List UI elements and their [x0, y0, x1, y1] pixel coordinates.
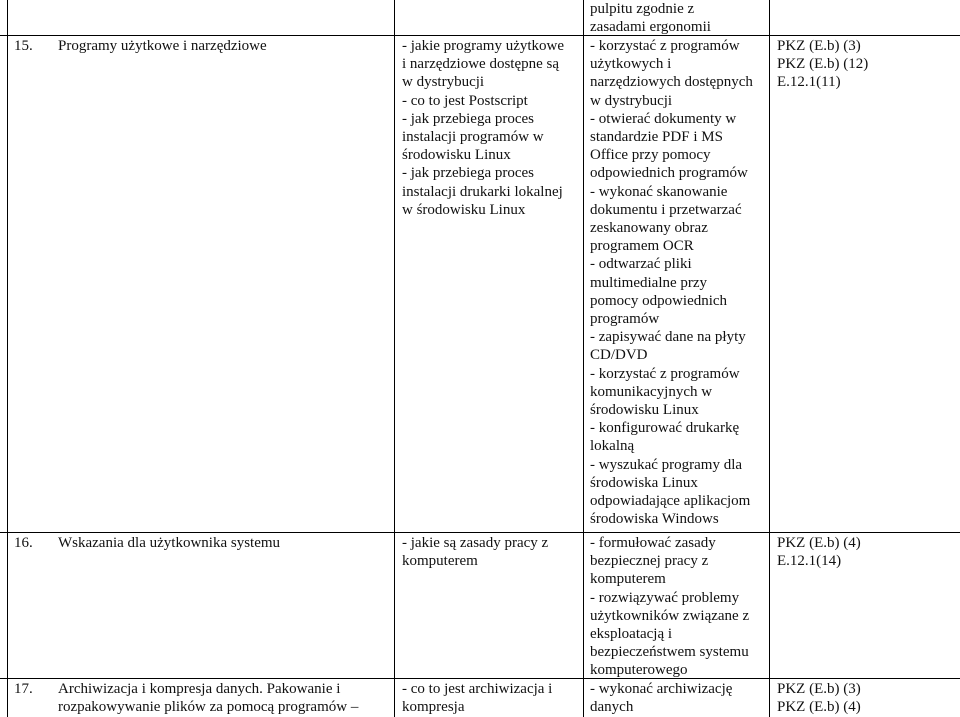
- cell-line: bezpieczeństwem systemu: [590, 644, 749, 661]
- cell-line: - jakie są zasady pracy z: [402, 535, 549, 551]
- table-row-15-skills: [590, 37, 753, 528]
- table-row-15-knowledge: [402, 37, 564, 219]
- cell-line: E.12.1(11): [777, 74, 841, 91]
- cell-line: - wykonać skanowanie: [590, 183, 728, 200]
- cell-line: - jakie programy użytkowe: [402, 38, 565, 54]
- cell-line: pomocy odpowiednich: [590, 292, 728, 309]
- table-column-divider: [583, 0, 584, 717]
- cell-line: komputerowego: [590, 662, 688, 679]
- cell-line: danych: [590, 699, 634, 716]
- topic-line: rozpakowywanie plików za pomocą programów –: [58, 699, 359, 716]
- cell-line: - formułować zasady: [590, 535, 716, 551]
- table-row-divider: [0, 35, 960, 36]
- cell-line: - zapisywać dane na płyty: [590, 329, 746, 346]
- topic-line: Archiwizacja i kompresja danych. Pakowanie i: [58, 681, 341, 697]
- cell-line: w dystrybucji: [590, 92, 673, 109]
- cell-line: środowisku Linux: [402, 147, 511, 164]
- cell-line: zeskanowany obraz: [590, 220, 708, 237]
- cell-line: - co to jest archiwizacja i: [402, 681, 553, 697]
- cell-line: komunikacyjnych w: [590, 383, 713, 400]
- cell-line: PKZ (E.b) (12): [777, 56, 869, 73]
- cell-line: - rozwiązywać problemy: [590, 589, 740, 606]
- cell-line: E.12.1(14): [777, 553, 842, 570]
- cell-line: PKZ (E.b) (4): [777, 535, 861, 551]
- cell-line: użytkowników związane z: [590, 607, 750, 624]
- table-row-15-refs: [777, 37, 868, 92]
- table-cell-continuation: [590, 0, 711, 36]
- cell-line: środowiska Windows: [590, 511, 719, 528]
- table-row-17-topic: [14, 680, 358, 716]
- cell-line: PKZ (E.b) (3): [777, 38, 861, 54]
- cell-line: zasadami ergonomii: [590, 19, 711, 36]
- row-number: 16.: [14, 535, 33, 551]
- cell-line: standardzie PDF i MS: [590, 129, 723, 146]
- cell-line: pulpitu zgodnie z: [590, 1, 695, 17]
- cell-line: środowisku Linux: [590, 402, 699, 419]
- cell-line: - wyszukać programy dla: [590, 456, 743, 473]
- cell-line: i narzędziowe dostępne są: [402, 56, 560, 73]
- cell-line: środowiska Linux: [590, 474, 698, 491]
- cell-line: w środowisku Linux: [402, 201, 526, 218]
- cell-line: dokumentu i przetwarzać: [590, 201, 742, 218]
- table-row-divider: [0, 532, 960, 533]
- cell-line: w dystrybucji: [402, 74, 485, 91]
- cell-line: odpowiednich programów: [590, 165, 748, 182]
- table-column-divider: [394, 0, 395, 717]
- cell-line: programów: [590, 311, 660, 328]
- cell-line: multimedialne przy: [590, 274, 708, 291]
- cell-line: - jak przebiega proces: [402, 110, 535, 127]
- topic-line: Wskazania dla użytkownika systemu: [58, 535, 281, 551]
- row-number: 17.: [14, 681, 33, 697]
- table-row-16-skills: [590, 534, 749, 680]
- table-row-15-topic: [14, 37, 267, 55]
- topic-line: Programy użytkowe i narzędziowe: [58, 38, 267, 54]
- cell-line: odpowiadające aplikacjom: [590, 493, 751, 510]
- table-row-16-knowledge: [402, 534, 548, 570]
- cell-line: eksploatacją i: [590, 626, 673, 643]
- cell-line: CD/DVD: [590, 347, 648, 364]
- cell-line: lokalną: [590, 438, 635, 455]
- row-number: 15.: [14, 38, 33, 54]
- cell-line: kompresja: [402, 699, 465, 716]
- cell-line: - jak przebiega proces: [402, 165, 535, 182]
- cell-line: Office przy pomocy: [590, 147, 711, 164]
- table-row-17-skills: [590, 680, 732, 716]
- table-border-left: [7, 0, 8, 717]
- cell-line: PKZ (E.b) (3): [777, 681, 861, 697]
- cell-line: - odtwarzać pliki: [590, 256, 692, 273]
- cell-line: - konfigurować drukarkę: [590, 420, 740, 437]
- cell-line: programem OCR: [590, 238, 694, 255]
- cell-line: instalacji programów w: [402, 129, 544, 146]
- table-column-divider: [769, 0, 770, 717]
- table-row-17-refs: [777, 680, 861, 716]
- table-row-16-topic: [14, 534, 280, 552]
- table-row-16-refs: [777, 534, 861, 570]
- cell-line: użytkowych i: [590, 56, 672, 73]
- table-row-divider: [0, 678, 960, 679]
- cell-line: komputerem: [590, 571, 666, 588]
- table-row-17-knowledge: [402, 680, 552, 716]
- cell-line: komputerem: [402, 553, 478, 570]
- cell-line: narzędziowych dostępnych: [590, 74, 753, 91]
- cell-line: - co to jest Postscript: [402, 92, 528, 109]
- cell-line: - wykonać archiwizację: [590, 681, 733, 697]
- cell-line: - korzystać z programów: [590, 365, 740, 382]
- cell-line: instalacji drukarki lokalnej: [402, 183, 563, 200]
- cell-line: - otwierać dokumenty w: [590, 110, 737, 127]
- cell-line: bezpiecznej pracy z: [590, 553, 709, 570]
- cell-line: - korzystać z programów: [590, 38, 740, 54]
- cell-line: PKZ (E.b) (4): [777, 699, 861, 716]
